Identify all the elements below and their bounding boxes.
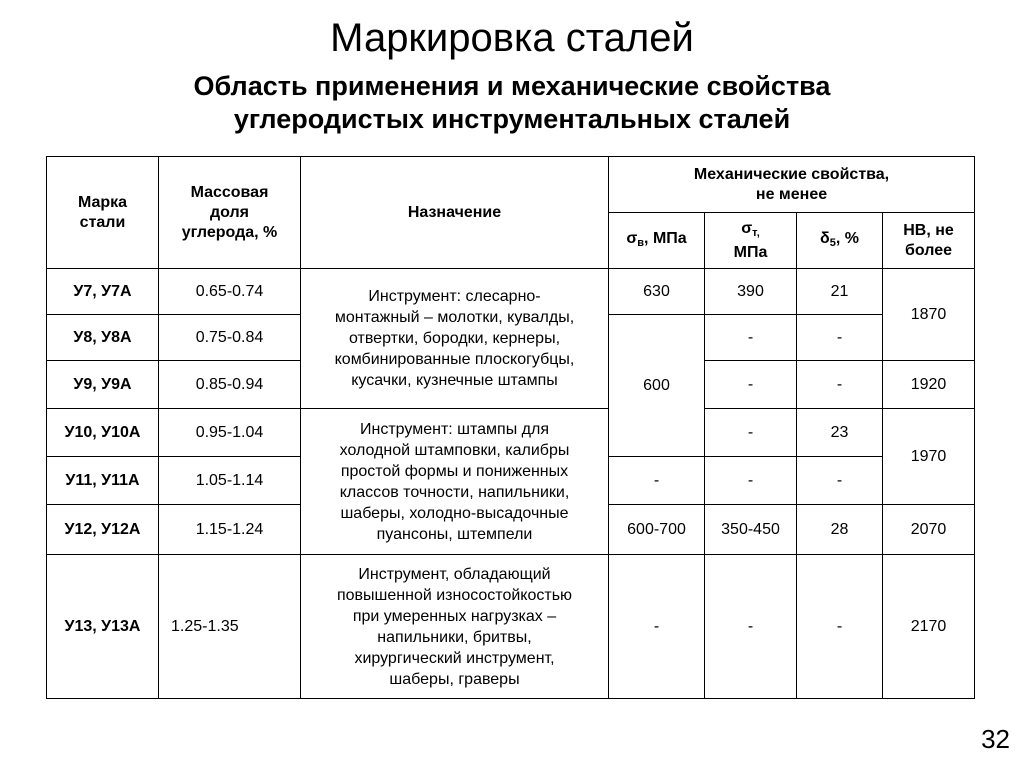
sigma-b-cell: - [609,457,705,505]
delta-cell: - [797,457,883,505]
hb-cell: 2170 [883,555,975,699]
table-row [47,409,975,457]
delta-cell: - [797,555,883,699]
sigma-b-cell: 630 [609,269,705,315]
delta-cell: - [797,315,883,361]
hb-cell: 1920 [883,361,975,409]
carbon-cell: 0.75-0.84 [159,315,301,361]
grade-cell: У10, У10А [47,409,159,457]
hb-cell: 1870 [883,269,975,361]
header-sigma-b: $\sigma_в$, МПа [609,213,705,269]
purpose-cell: Инструмент: штампы для холодной штамповки, калибры простой формы и пониженных классов точности, напильники, шаберы, холодно-высадочные пуансоны, штемпели [301,409,609,555]
header-row-1 [47,157,975,213]
header-sigma-t: $\sigma_{т,}$ МПа [705,213,797,269]
sigma-t-cell: 390 [705,269,797,315]
table-row [47,555,975,699]
header-mechanical: Механические свойства, не менее [609,157,975,213]
carbon-cell: 0.95-1.04 [159,409,301,457]
sigma-t-cell: - [705,555,797,699]
subtitle-line-2: углеродистых инструментальных сталей [233,104,791,134]
delta-cell: 23 [797,409,883,457]
sigma-t-cell: - [705,361,797,409]
hb-cell: 2070 [883,505,975,555]
grade-cell: У8, У8А [47,315,159,361]
hb-cell: 1970 [883,409,975,505]
header-delta: $\delta_5$, % [797,213,883,269]
purpose-cell: Инструмент: слесарно- монтажный – молотки, кувалды, отвертки, бородки, кернеры, комбинированные плоскогубцы, кусачки, кузнечные штампы [301,269,609,409]
carbon-cell: 1.25-1.35 [159,555,301,699]
page-number: 32 [981,724,1010,754]
steel-properties-table [46,156,975,699]
slide-title: Маркировка сталей [330,16,694,60]
header-carbon: Массовая доля углерода, % [159,157,301,269]
sigma-t-cell: 350-450 [705,505,797,555]
carbon-cell: 0.85-0.94 [159,361,301,409]
grade-cell: У13, У13А [47,555,159,699]
carbon-cell: 1.05-1.14 [159,457,301,505]
header-purpose: Назначение [301,157,609,269]
subtitle-line-1: Область применения и механические свойства [193,71,831,101]
grade-cell: У11, У11А [47,457,159,505]
sigma-t-cell: - [705,315,797,361]
grade-cell: У7, У7А [47,269,159,315]
delta-cell: 21 [797,269,883,315]
sigma-b-cell: 600 [609,315,705,457]
sigma-b-cell: 600-700 [609,505,705,555]
grade-cell: У12, У12А [47,505,159,555]
purpose-cell: Инструмент, обладающий повышенной износостойкостью при умеренных нагрузках – напильники, бритвы, хирургический инструмент, шаберы, граверы [301,555,609,699]
sigma-t-cell: - [705,457,797,505]
carbon-cell: 1.15-1.24 [159,505,301,555]
slide-subtitle [0,70,1024,136]
sigma-t-cell: - [705,409,797,457]
delta-cell: - [797,361,883,409]
carbon-cell: 0.65-0.74 [159,269,301,315]
table-row [47,269,975,315]
sigma-b-cell: - [609,555,705,699]
delta-cell: 28 [797,505,883,555]
grade-cell: У9, У9А [47,361,159,409]
header-hb: НВ, не более [883,213,975,269]
header-grade: Марка стали [47,157,159,269]
